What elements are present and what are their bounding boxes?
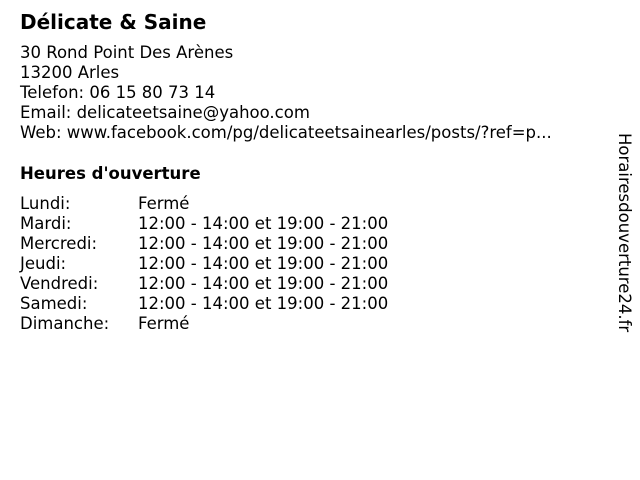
email-line: Email: delicateetsaine@yahoo.com xyxy=(20,103,310,122)
phone-line: Telefon: 06 15 80 73 14 xyxy=(20,83,216,102)
web-line: Web: www.facebook.com/pg/delicateetsainearles/posts/?ref=p... xyxy=(20,123,552,142)
day-hours: 12:00 - 14:00 et 19:00 - 21:00 xyxy=(138,274,389,293)
day-hours: 12:00 - 14:00 et 19:00 - 21:00 xyxy=(138,234,389,253)
address-street: 30 Rond Point Des Arènes xyxy=(20,43,234,62)
day-label: Jeudi: xyxy=(20,254,67,273)
address-city: 13200 Arles xyxy=(20,63,120,82)
day-label: Lundi: xyxy=(20,194,71,213)
day-label: Mardi: xyxy=(20,214,72,233)
day-label: Vendredi: xyxy=(20,274,99,293)
day-label: Dimanche: xyxy=(20,314,110,333)
business-name: Délicate & Saine xyxy=(20,10,207,34)
day-label: Mercredi: xyxy=(20,234,98,253)
site-watermark: Horairesdouverture24.fr xyxy=(615,133,634,333)
day-hours: 12:00 - 14:00 et 19:00 - 21:00 xyxy=(138,294,389,313)
business-info xyxy=(20,43,552,143)
day-hours: Fermé xyxy=(138,314,190,333)
day-label: Samedi: xyxy=(20,294,88,313)
day-hours: Fermé xyxy=(138,194,190,213)
opening-hours-heading: Heures d'ouverture xyxy=(20,164,201,183)
day-hours: 12:00 - 14:00 et 19:00 - 21:00 xyxy=(138,214,389,233)
day-hours: 12:00 - 14:00 et 19:00 - 21:00 xyxy=(138,254,389,273)
